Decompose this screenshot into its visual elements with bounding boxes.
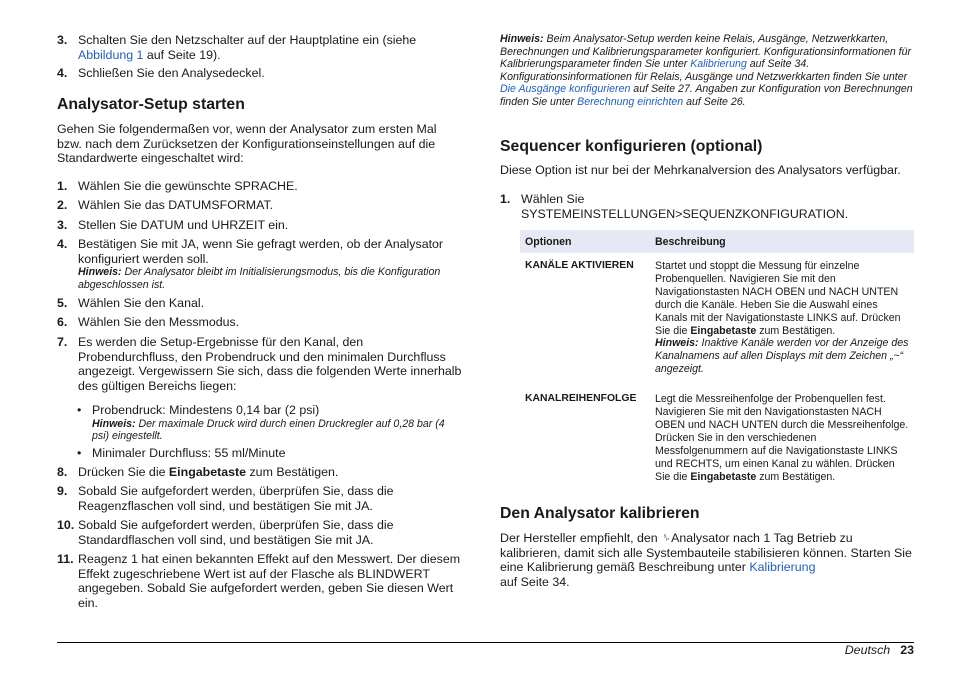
list-item: 1. Wählen Sie SYSTEMEINSTELLUNGEN>SEQUENZKONFIGURATION. xyxy=(500,192,849,221)
sequencer-intro: Diese Option ist nur bei der Mehrkanalversion des Analysators verfügbar. xyxy=(500,163,901,177)
options-table xyxy=(520,230,914,487)
list-item: 6. Wählen Sie den Messmodus. xyxy=(57,315,240,329)
option-description: Legt die Messreihenfolge der Probenquellen fest. Navigieren Sie mit den Navigationstasten NACH OBEN und NACH UNTEN durch die Messreihenfolge. Drücken Sie in den verschiedenen Messfolgenummern auf die Navigationstaste LINKS und RECHTS, um einen Kanal zu wählen. Drücken Sie die Eingabetaste zum Bestätigen. xyxy=(655,393,909,483)
bullet-item: • Minimaler Durchfluss: 55 ml/Minute xyxy=(77,446,286,460)
list-item: 3. Stellen Sie DATUM und UHRZEIT ein. xyxy=(57,218,289,232)
list-item: 10. Sobald Sie aufgefordert werden, überprüfen Sie, dass die Standardflaschen voll sind, und bestätigen Sie mit JA. xyxy=(57,518,394,547)
list-item: 4. Bestätigen Sie mit JA, wenn Sie gefragt werden, ob der Analysator konfiguriert werden soll. Hinweis: Der Analysator bleibt im Initialisierungsmodus, bis die Konfiguration abgeschlossen ist. xyxy=(57,237,462,291)
section-heading: Sequencer konfigurieren (optional) xyxy=(500,138,763,155)
link-kalibrierung[interactable]: Kalibrierung xyxy=(690,58,747,71)
placeholder-glyph-icon: ␠ xyxy=(661,531,672,545)
list-item: 2. Wählen Sie das DATUMSFORMAT. xyxy=(57,198,274,212)
link-berechnung-einrichten[interactable]: Berechnung einrichten xyxy=(577,95,684,108)
list-item: 1. Wählen Sie die gewünschte SPRACHE. xyxy=(57,179,298,193)
option-name: KANALREIHENFOLGE xyxy=(525,393,637,405)
list-item: 5. Wählen Sie den Kanal. xyxy=(57,296,205,310)
note: Hinweis: Inaktive Kanäle werden vor der Anzeige des Kanalnamens auf allen Displays mit dem Zeichen „~“ angezeigt. xyxy=(655,337,909,376)
section-heading: Den Analysator kalibrieren xyxy=(500,505,700,522)
option-description: Startet und stoppt die Messung für einzelne Probenquellen. Navigieren Sie mit den Navigationstasten NACH OBEN und NACH UNTEN durch die Kanäle. Heben Sie die Auswahl eines Kanals mit der Navigationstaste LINKS auf. Drücken Sie die Eingabetaste zum Bestätigen. Hinweis: Inaktive Kanäle werden vor der Anzeige des Kanalnamens auf allen Displays mit dem Zeichen „~“ angezeigt. xyxy=(655,260,909,376)
list-item: 7. Es werden die Setup-Ergebnisse für den Kanal, den Probendurchfluss, den Probendruck und den minimalen Durchfluss angezeigt. Vergewissern Sie sich, dass die folgenden Werte innerhalb des gültigen Bereichs liegen: xyxy=(57,335,462,393)
section-heading: Analysator-Setup starten xyxy=(57,96,245,113)
list-item: 4. Schließen Sie den Analysedeckel. xyxy=(57,66,265,80)
link-abbildung-1[interactable]: Abbildung 1 xyxy=(78,47,144,62)
column-header: Optionen xyxy=(520,230,650,253)
list-item: 9. Sobald Sie aufgefordert werden, überprüfen Sie, dass die Reagenzflaschen voll sind, und bestätigen Sie mit JA. xyxy=(57,484,394,513)
list-item: 3. Schalten Sie den Netzschalter auf der Hauptplatine ein (siehe Abbildung 1 auf Seite 19). xyxy=(57,33,417,62)
column-header: Beschreibung xyxy=(650,230,914,253)
note: Hinweis: Der maximale Druck wird durch einen Druckregler auf 0,28 bar (4 psi) eingestellt. xyxy=(92,417,445,443)
list-item: 8. Drücken Sie die Eingabetaste zum Bestätigen. xyxy=(57,465,339,479)
note: Hinweis: Der Analysator bleibt im Initialisierungsmodus, bis die Konfiguration abgeschlossen ist. xyxy=(78,266,441,291)
calibration-paragraph: Der Hersteller empfiehlt, den ␠Analysator nach 1 Tag Betrieb zu kalibrieren, damit sich alle Systembauteile stabilisieren können. Starten Sie eine Kalibrierung gemäß Beschreibung unter Kalibrierung auf Seite 34. xyxy=(500,531,912,589)
page-footer xyxy=(845,643,914,657)
bullet-item: • Probendruck: Mindestens 0,14 bar (2 psi) Hinweis: Der maximale Druck wird durch einen Druckregler auf 0,28 bar (4 psi) eingestellt. xyxy=(57,403,462,443)
footer-language: Deutsch xyxy=(844,643,891,657)
table-header-row xyxy=(520,230,914,253)
link-kalibrierung[interactable]: Kalibrierung xyxy=(749,560,816,575)
table-row xyxy=(520,253,914,390)
table-row xyxy=(520,390,914,486)
footer-divider xyxy=(57,642,914,643)
option-name: KANÄLE AKTIVIEREN xyxy=(525,260,634,271)
setup-note: Hinweis: Beim Analysator-Setup werden keine Relais, Ausgänge, Netzwerkkarten, Berechnungen und Kalibrierungsparameter konfiguriert. Konfigurationsinformationen für Kalibrierungsparameter finden Sie unter Kalibrierung auf Seite 34. Konfigurationsinformationen für Relais, Ausgänge und Netzwerkkarten finden Sie unter Die Ausgänge konfigurieren auf Seite 27. Angaben zur Konfiguration von Berechnungen finden Sie unter Berechnung einrichten auf Seite 26. xyxy=(500,33,913,108)
link-ausgaenge-konfigurieren[interactable]: Die Ausgänge konfigurieren xyxy=(500,83,631,96)
page-number: 23 xyxy=(900,643,914,657)
intro-paragraph: Gehen Sie folgendermaßen vor, wenn der Analysator zum ersten Mal bzw. nach dem Zurücksetzen der Konfigurationseinstellungen auf die Standardwerte eingeschaltet wird: xyxy=(57,122,437,166)
list-item: 11. Reagenz 1 hat einen bekannten Effekt auf den Messwert. Der diesem Effekt zugeschriebene Wert ist auf der Flasche als BLINDWERT angegeben. Sobald Sie aufgefordert werden, geben Sie diesen Wert ein. xyxy=(57,552,461,610)
